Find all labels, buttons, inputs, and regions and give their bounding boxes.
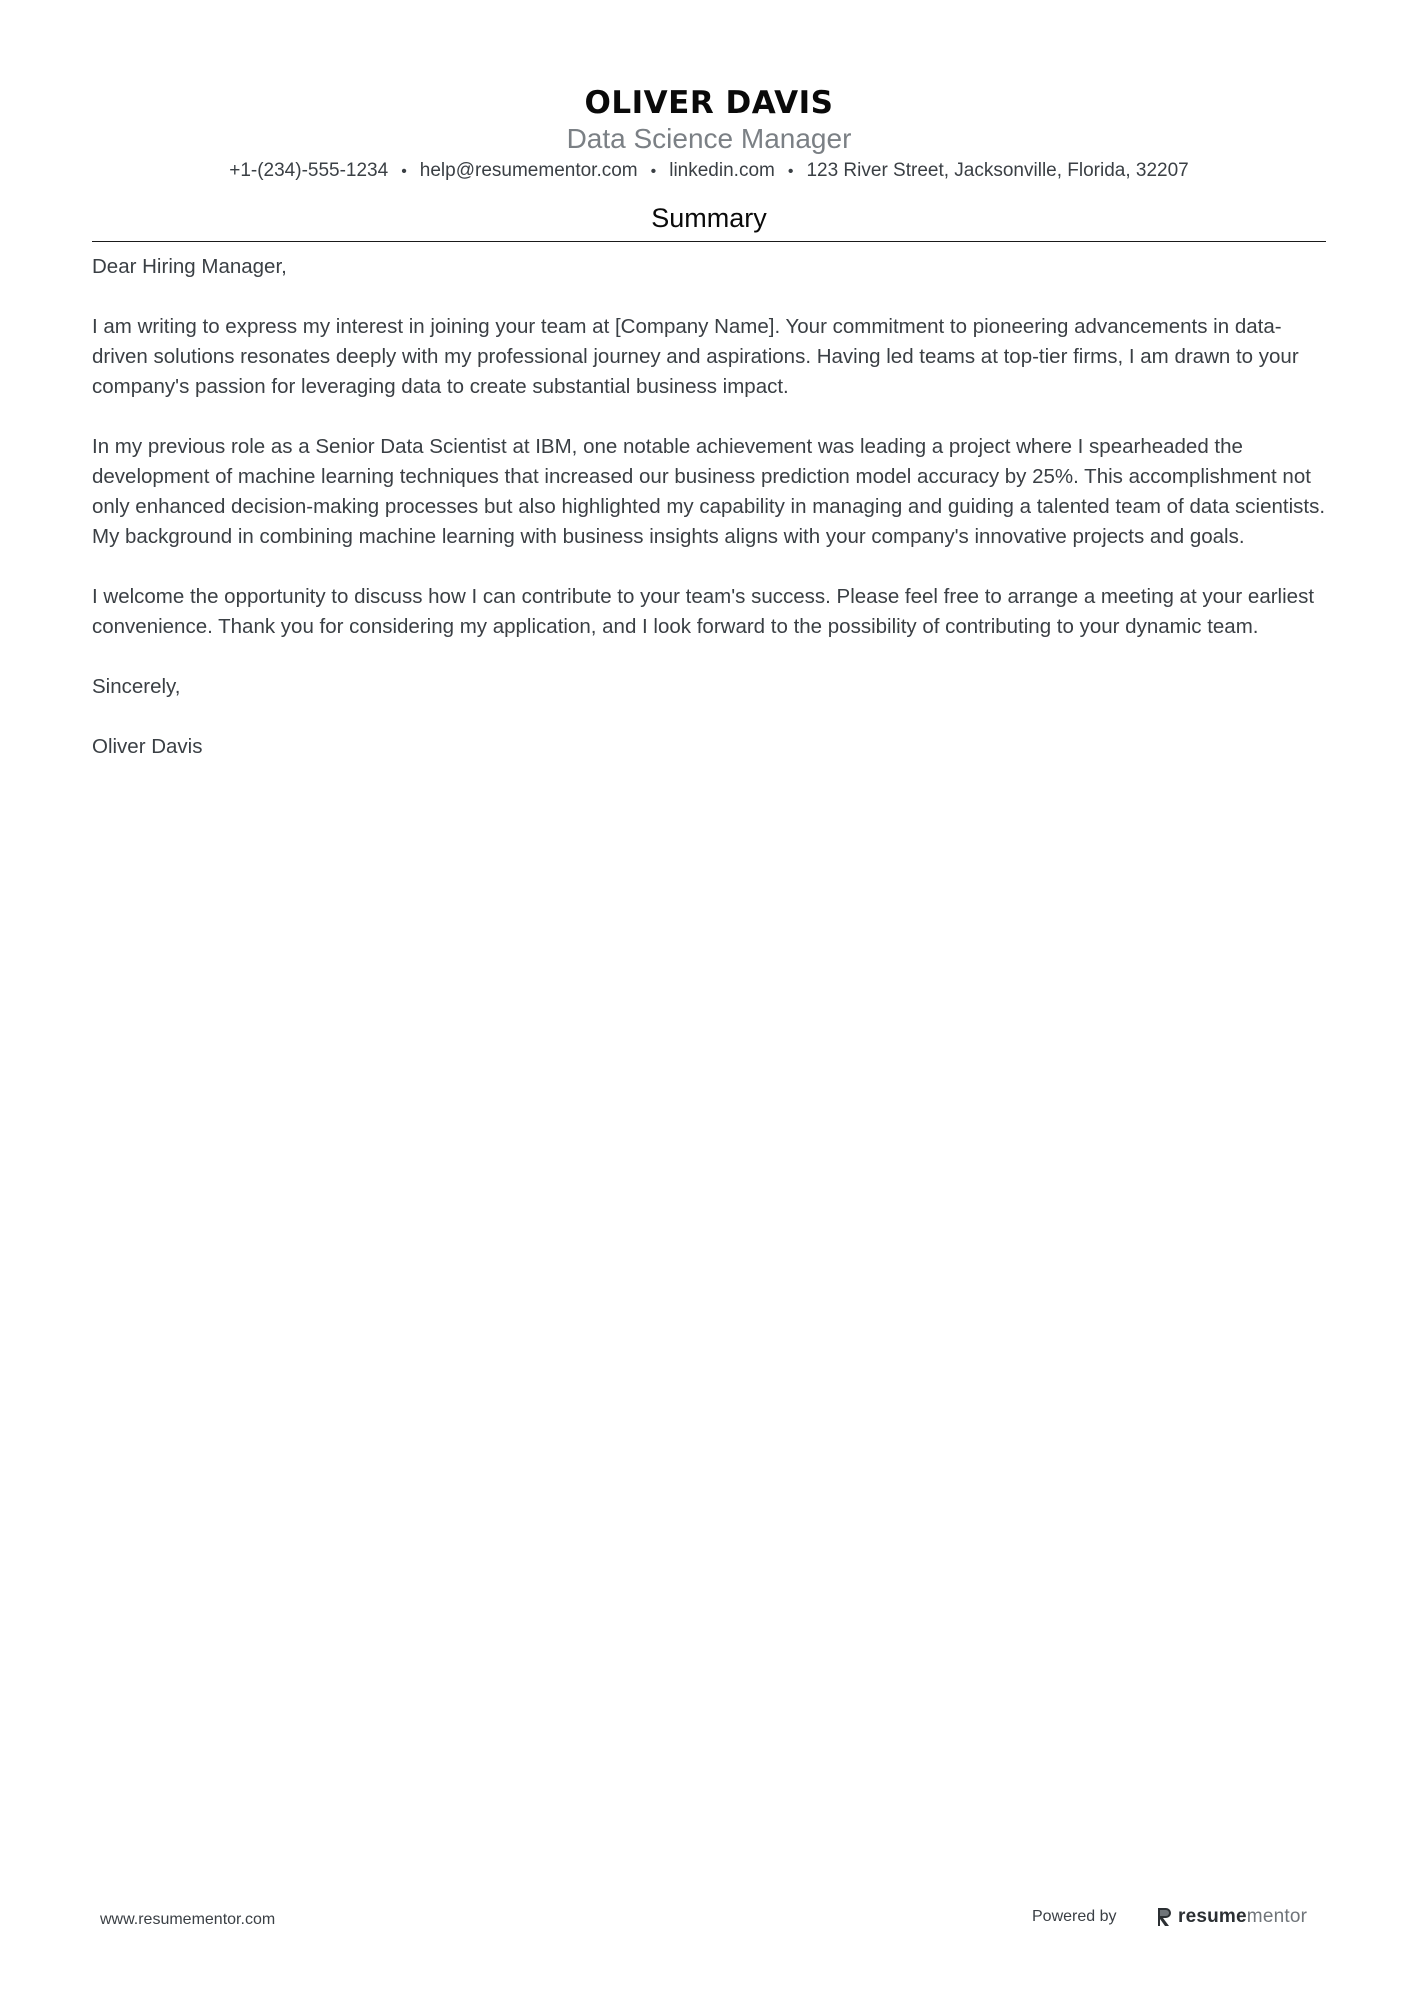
contact-separator: •	[787, 163, 794, 180]
footer-brand-logo[interactable]	[1156, 1904, 1307, 1930]
letter-greeting: Dear Hiring Manager,	[92, 255, 287, 278]
brand-wordmark-bold: resume	[1178, 1906, 1247, 1927]
letter-closing: Sincerely,	[92, 675, 181, 698]
brand-wordmark-light: mentor	[1246, 1906, 1308, 1927]
brand-wordmark	[1178, 1905, 1307, 1929]
footer-url[interactable]: www.resumementor.com	[100, 1911, 276, 1928]
contact-line	[92, 158, 1326, 185]
contact-separator: •	[650, 163, 657, 180]
contact-separator: •	[401, 163, 407, 180]
resumementor-logo-icon	[1156, 1906, 1172, 1928]
contact-linkedin: linkedin.com	[669, 160, 775, 181]
letter-paragraph: I am writing to express my interest in joining your team at [Company Name]. Your commitment to pioneering advancements in data-driven solutions resonates deeply with my professional journey and aspirations. Having led teams at top-tier firms, I am drawn to your company's passion for leveraging data to create substantial business impact.	[92, 315, 1299, 398]
section-title: Summary	[651, 203, 767, 233]
contact-email: help@resumementor.com	[419, 160, 638, 181]
footer-powered-by: Powered by	[1032, 1908, 1117, 1925]
contact-phone: +1-(234)-555-1234	[229, 160, 389, 181]
letter-signature: Oliver Davis	[92, 735, 203, 758]
candidate-name: OLIVER DAVIS	[584, 85, 834, 121]
cover-letter-page	[92, 0, 1326, 1995]
job-title: Data Science Manager	[566, 123, 852, 154]
contact-address: 123 River Street, Jacksonville, Florida, 32207	[806, 160, 1189, 181]
letter-paragraph: In my previous role as a Senior Data Scientist at IBM, one notable achievement was leading a project where I spearheaded the development of machine learning techniques that increased our business prediction model accuracy by 25%. This accomplishment not only enhanced decision-making processes but also highlighted my capability in managing and guiding a talented team of data scientists. My background in combining machine learning with business insights aligns with your company's innovative projects and goals.	[92, 435, 1326, 548]
letter-body	[92, 252, 1326, 792]
section-divider	[92, 241, 1326, 242]
header	[92, 84, 1326, 185]
letter-paragraph: I welcome the opportunity to discuss how I can contribute to your team's success. Please feel free to arrange a meeting at your earliest convenience. Thank you for considering my application, and I look forward to the possibility of contributing to your dynamic team.	[92, 585, 1315, 638]
